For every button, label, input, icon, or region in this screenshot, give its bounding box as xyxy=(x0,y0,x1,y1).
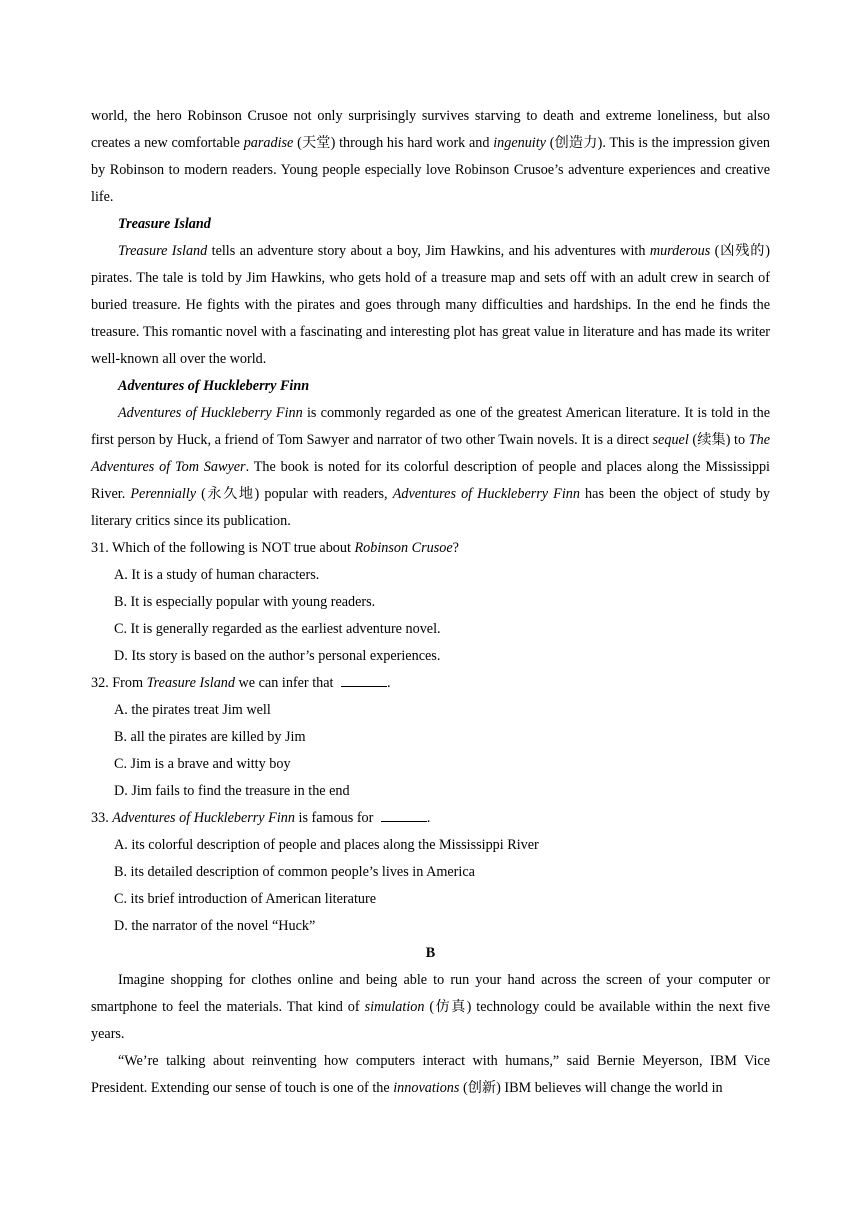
option-c: C. It is generally regarded as the earliest adventure novel. xyxy=(114,621,441,637)
italic-term: innovations xyxy=(393,1080,460,1096)
option-d: D. Jim fails to find the treasure in the end xyxy=(114,783,350,799)
option-b: B. all the pirates are killed by Jim xyxy=(114,729,306,745)
paragraph-treasure-island: Treasure Island tells an adventure story about a boy, Jim Hawkins, and his adventures with murderous (凶残的) pirates. The tale is told by Jim Hawkins, who gets hold of a treasure map and sets off with an adult crew in search of buried treasure. He fights with the pirates and goes through many difficulties and hardships. In the end he finds the treasure. This romantic novel with a fascinating and interesting plot has great value in literature and has made its writer well-known all over the world. xyxy=(91,243,770,367)
italic-term: Robinson Crusoe xyxy=(354,540,453,556)
option-c: C. Jim is a brave and witty boy xyxy=(114,756,291,772)
question-31 xyxy=(91,535,770,670)
option-d: D. the narrator of the novel “Huck” xyxy=(114,918,316,934)
italic-term: ingenuity xyxy=(493,135,546,151)
option-a: A. It is a study of human characters. xyxy=(114,567,320,583)
section-label-b: B xyxy=(425,945,436,961)
question-stem: 33. Adventures of Huckleberry Finn is famous for . xyxy=(91,805,770,832)
question-33 xyxy=(91,805,770,940)
italic-term: paradise xyxy=(243,135,294,151)
option-b: B. It is especially popular with young readers. xyxy=(114,594,376,610)
question-stem: 31. Which of the following is NOT true about Robinson Crusoe? xyxy=(91,540,459,556)
option-c: C. its brief introduction of American literature xyxy=(114,891,376,907)
paragraph-ibm: “We’re talking about reinventing how computers interact with humans,” said Bernie Meyerson, IBM Vice President. Extending our sense of touch is one of the innovations (创新) IBM believes will change the world in xyxy=(91,1053,770,1096)
italic-term: Adventures of Huckleberry Finn xyxy=(118,405,303,421)
document-page xyxy=(91,103,770,1102)
answer-blank xyxy=(381,807,427,822)
paragraph-robinson-end: world, the hero Robinson Crusoe not only surprisingly survives starving to death and extreme loneliness, but also creates a new comfortable paradise (天堂) through his hard work and ingenuity (创造力). This is the impression given by Robinson to modern readers. Young people especially love Robinson Crusoe’s adventure experiences and creative life. xyxy=(91,108,770,205)
paragraph-huckleberry-finn: Adventures of Huckleberry Finn is commonly regarded as one of the greatest American literature. It is told in the first person by Huck, a friend of Tom Sawyer and narrator of two other Twain novels. It is a direct sequel (续集) to The Adventures of Tom Sawyer. The book is noted for its colorful description of people and places along the Mississippi River. Perennially (永久地) popular with readers, Adventures of Huckleberry Finn has been the object of study by literary critics since its publication. xyxy=(91,405,771,529)
option-b: B. its detailed description of common people’s lives in America xyxy=(114,864,475,880)
question-stem-text: 33. Adventures of Huckleberry Finn is famous for xyxy=(91,810,377,826)
heading-huckleberry-finn: Adventures of Huckleberry Finn xyxy=(118,378,310,394)
option-a: A. the pirates treat Jim well xyxy=(114,702,271,718)
question-stem-text: 32. From Treasure Island we can infer that xyxy=(91,675,338,691)
italic-term: The Adventures of Tom Sawyer xyxy=(91,432,770,475)
italic-term: Perennially xyxy=(130,486,197,502)
italic-term: simulation xyxy=(364,999,425,1015)
question-32 xyxy=(91,670,770,805)
italic-term: Adventures of Huckleberry Finn xyxy=(392,486,580,502)
italic-term: murderous xyxy=(649,243,711,259)
heading-treasure-island: Treasure Island xyxy=(118,216,211,232)
italic-term: Adventures of Huckleberry Finn xyxy=(112,810,295,826)
italic-term: Treasure Island xyxy=(118,243,208,259)
paragraph-simulation: Imagine shopping for clothes online and being able to run your hand across the screen of your computer or smartphone to feel the materials. That kind of simulation (仿真) technology could be available within the next five years. xyxy=(91,972,770,1042)
option-d: D. Its story is based on the author’s personal experiences. xyxy=(114,648,441,664)
answer-blank xyxy=(341,672,387,687)
italic-term: sequel xyxy=(652,432,689,448)
option-a: A. its colorful description of people and places along the Mississippi River xyxy=(114,837,539,853)
question-stem: 32. From Treasure Island we can infer that . xyxy=(91,670,770,697)
italic-term: Treasure Island xyxy=(146,675,235,691)
